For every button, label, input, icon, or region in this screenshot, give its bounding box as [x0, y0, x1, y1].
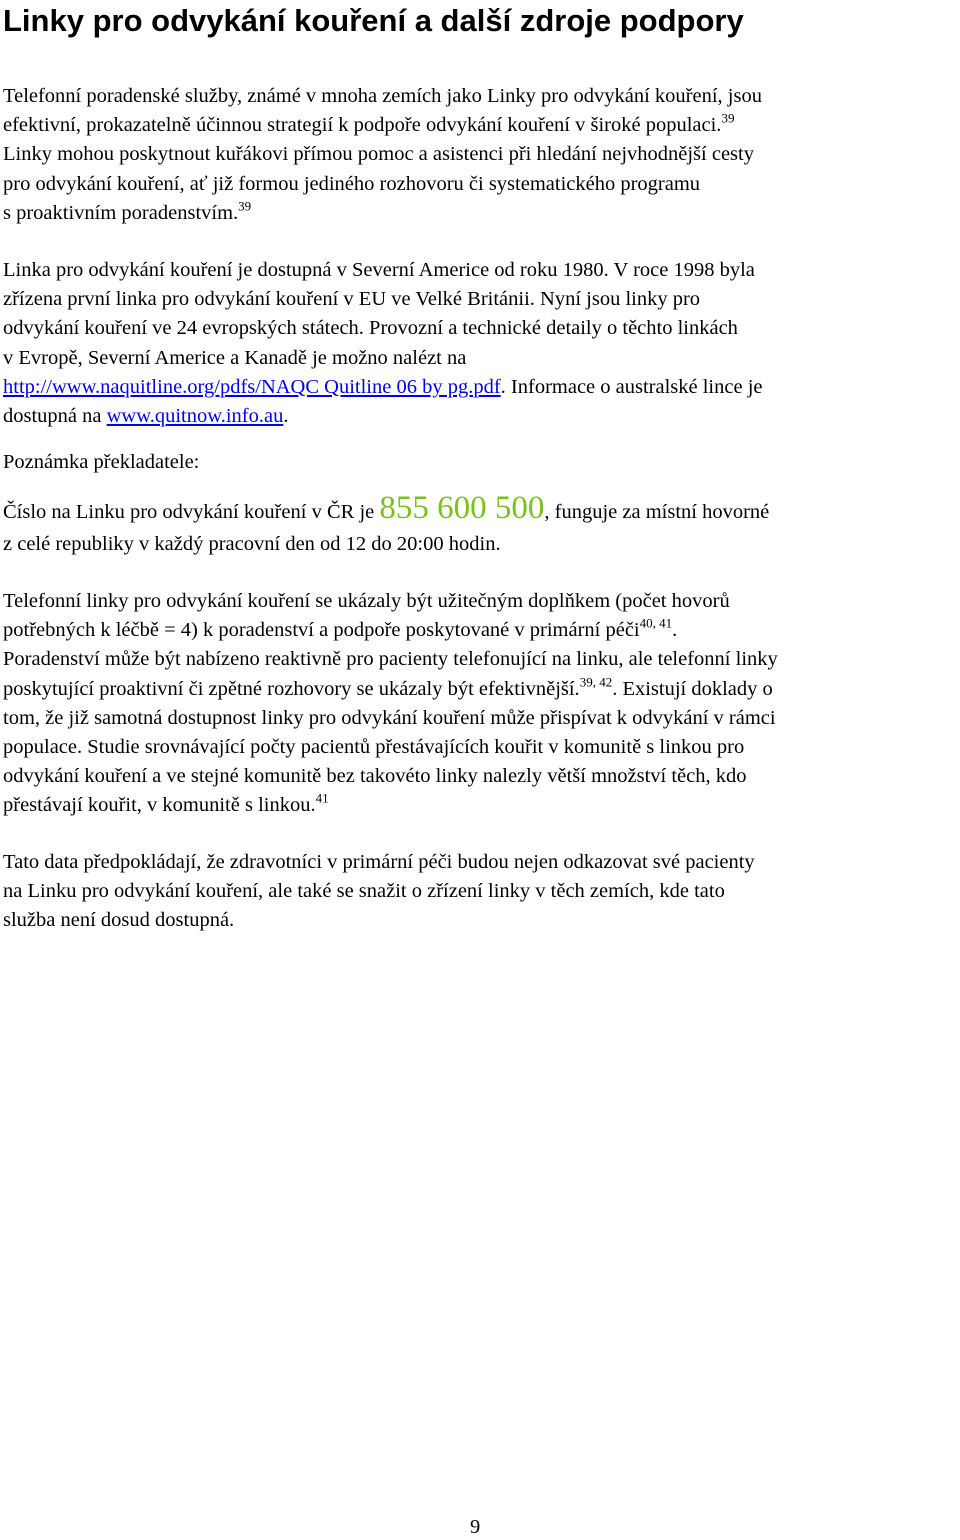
text-line: na Linku pro odvykání kouření, ale také se snažit o zřízení linky v těch zemích, kde tato: [3, 880, 725, 903]
reference-superscript: 40, 41: [639, 615, 673, 631]
text-line: odvykání kouření a ve stejné komunitě bez takovéto linky nalezly větší množství těch, kdo: [3, 765, 747, 788]
text-line: zřízena první linka pro odvykání kouření v EU ve Velké Británii. Nyní jsou linky pro: [3, 288, 701, 311]
text-line: Poradenství může být nabízeno reaktivně pro pacienty telefonující na linku, ale telefonní linky: [3, 648, 778, 671]
text-line: [3, 791, 953, 820]
quitnow-link[interactable]: www.quitnow.info.au: [106, 405, 284, 428]
text-line: tom, že již samotná dostupnost linky pro odvykání kouření může přispívat k odvykání v rámci: [3, 706, 776, 729]
text-line-content: dostupná na: [3, 405, 107, 428]
text-line: Linka pro odvykání kouření je dostupná v Severní Americe od roku 1980. V roce 1998 byla: [3, 259, 755, 281]
text-line: [3, 675, 953, 704]
text-line: Telefonní poradenské služby, známé v mnoha zemích jako Linky pro odvykání kouření, jsou: [3, 85, 762, 107]
text-line-content: Číslo na Linku pro odvykání kouření v ČR je: [3, 501, 380, 523]
text-line-content: . Existují doklady o: [612, 677, 773, 700]
text-line: Telefonní linky pro odvykání kouření se ukázaly být užitečným doplňkem (počet hovorů: [3, 590, 730, 612]
text-line: [3, 199, 953, 228]
text-line: v Evropě, Severní Americe a Kanadě je možno nalézt na: [3, 346, 467, 369]
text-line: [3, 373, 953, 402]
text-line: z celé republiky v každý pracovní den od 12 do 20:00 hodin.: [3, 533, 501, 555]
text-line: Tato data předpokládají, že zdravotníci v primární péči budou nejen odkazovat své pacienty: [3, 851, 755, 873]
page-title: Linky pro odvykání kouření a další zdroje podpory: [3, 3, 744, 38]
paragraph-effectiveness: [3, 587, 953, 821]
text-line: [3, 616, 953, 645]
text-line: [3, 402, 953, 431]
reference-superscript: 41: [315, 790, 329, 806]
text-line-content: přestávají kouřit, v komunitě s linkou.: [3, 794, 316, 817]
quitline-phone-number: 855 600 500: [379, 490, 545, 526]
paragraph-intro: [3, 82, 953, 228]
translator-note-heading: Poznámka překladatele:: [3, 451, 200, 473]
text-line: [3, 111, 953, 140]
translator-note: [3, 490, 953, 560]
reference-superscript: 39: [238, 198, 252, 214]
paragraph-availability: [3, 256, 953, 431]
text-line-content: efektivní, prokazatelně účinnou strategií k podpoře odvykání kouření v široké populaci.: [3, 114, 722, 137]
text-line-content: , funguje za místní hovorné: [544, 501, 770, 523]
naqc-quitline-link[interactable]: http://www.naquitline.org/pdfs/NAQC Quitline 06 by pg.pdf: [3, 375, 501, 398]
reference-superscript: 39: [721, 110, 735, 126]
paragraph-conclusion: [3, 848, 953, 936]
reference-superscript: 39, 42: [579, 674, 613, 690]
text-line-content: .: [283, 405, 289, 428]
text-line: pro odvykání kouření, ať již formou jediného rozhovoru či systematického programu: [3, 172, 701, 195]
text-line: služba není dosud dostupná.: [3, 909, 235, 932]
text-line-content: poskytující proaktivní či zpětné rozhovory se ukázaly být efektivnější.: [3, 677, 580, 700]
text-line-content: . Informace o australské lince je: [500, 375, 763, 398]
text-line-content: .: [672, 619, 678, 642]
text-line-content: s proaktivním poradenstvím.: [3, 201, 239, 224]
text-line-content: potřebných k léčbě = 4) k poradenství a podpoře poskytované v primární péči: [3, 619, 640, 642]
text-line: Linky mohou poskytnout kuřákovi přímou pomoc a asistenci při hledání nejvhodnější cesty: [3, 143, 754, 166]
text-line: populace. Studie srovnávající počty pacientů přestávajících kouřit v komunitě s linkou pro: [3, 736, 745, 759]
text-line: [3, 490, 953, 528]
text-line: odvykání kouření ve 24 evropských státech. Provozní a technické detaily o těchto linkách: [3, 317, 738, 340]
page-number: 9: [470, 1516, 481, 1538]
